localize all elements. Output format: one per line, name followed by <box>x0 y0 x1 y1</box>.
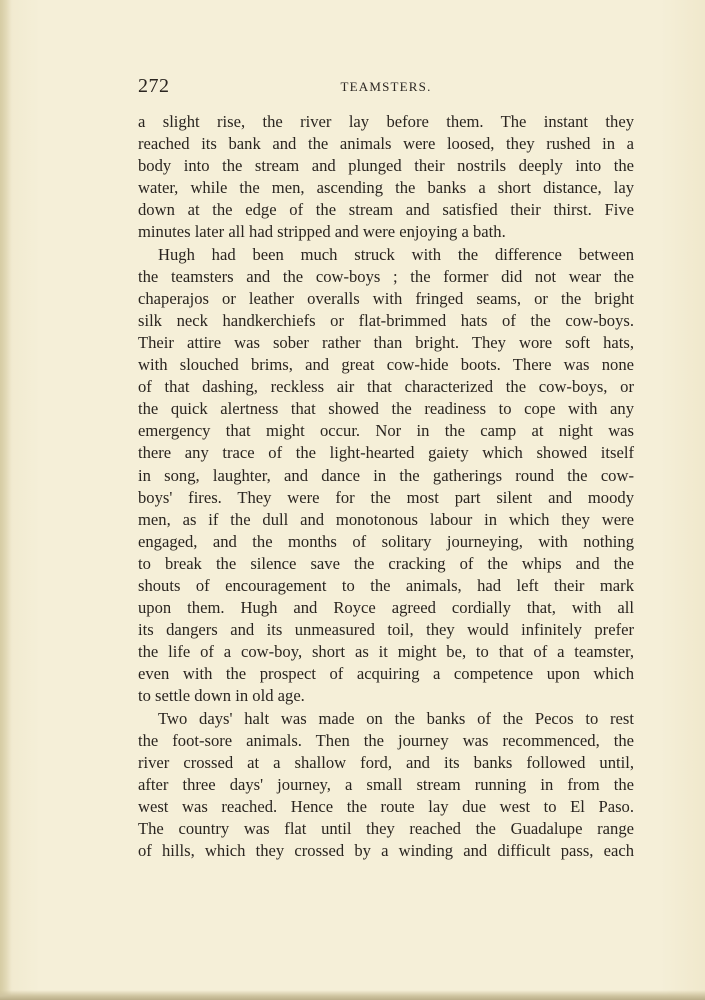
text-line: Hugh had been much struck with the difference between <box>158 244 634 264</box>
text-line: men, as if the dull and monotonous labour in which they were <box>138 509 634 529</box>
text-line: after three days' journey, a small stream running in from the <box>138 774 634 794</box>
text-line: silk neck handkerchiefs or flat-brimmed hats of the cow-boys. <box>138 310 634 330</box>
text-line: boys' fires. They were for the most part silent and moody <box>138 487 634 507</box>
page-bottom-edge <box>0 990 705 1000</box>
text-line: the teamsters and the cow-boys ; the former did not wear the <box>138 266 634 286</box>
page-number: 272 <box>138 75 170 97</box>
running-head <box>138 76 634 96</box>
text-line: chaperajos or leather overalls with fringed seams, or the bright <box>138 288 634 308</box>
running-title: TEAMSTERS. <box>340 79 432 94</box>
text-line: The country was flat until they reached the Guadalupe range <box>138 819 634 838</box>
text-line: river crossed at a shallow ford, and its banks followed until, <box>138 752 634 772</box>
text-line: a slight rise, the river lay before them. The instant they <box>138 112 634 131</box>
text-line: in song, laughter, and dance in the gatherings round the cow- <box>138 465 634 485</box>
text-line: to break the silence save the cracking of the whips and the <box>138 553 634 573</box>
text-line: body into the stream and plunged their nostrils deeply into the <box>138 156 634 176</box>
text-line: down at the edge of the stream and satisfied their thirst. Five <box>138 200 634 220</box>
text-line: west was reached. Hence the route lay due west to El Paso. <box>138 796 634 816</box>
text-line: emergency that might occur. Nor in the camp at night was <box>138 421 634 441</box>
text-line: even with the prospect of acquiring a competence upon which <box>138 664 634 684</box>
text-line: reached its bank and the animals were loosed, they rushed in a <box>138 134 634 154</box>
text-line: the quick alertness that showed the readiness to cope with any <box>138 399 634 419</box>
text-line: its dangers and its unmeasured toil, they would infinitely prefer <box>138 620 634 640</box>
body-text <box>138 111 634 862</box>
text-line: the foot-sore animals. Then the journey was recommenced, the <box>138 730 634 750</box>
text-line: there any trace of the light-hearted gaiety which showed itself <box>138 443 634 463</box>
text-line: upon them. Hugh and Royce agreed cordially that, with all <box>138 598 634 618</box>
text-line: engaged, and the months of solitary journeying, with nothing <box>138 531 634 551</box>
text-line: minutes later all had stripped and were enjoying a bath. <box>138 222 506 242</box>
text-line: the life of a cow-boy, short as it might be, to that of a teamster, <box>138 642 634 662</box>
text-line: Two days' halt was made on the banks of the Pecos to rest <box>158 708 634 728</box>
text-line: water, while the men, ascending the banks a short distance, lay <box>138 178 634 198</box>
page-spine-shadow <box>0 0 12 1000</box>
text-line: shouts of encouragement to the animals, had left their mark <box>138 575 634 595</box>
text-line: Their attire was sober rather than bright. They wore soft hats, <box>138 332 634 352</box>
text-line: of hills, which they crossed by a winding and difficult pass, each <box>138 841 634 861</box>
text-line: with slouched brims, and great cow-hide boots. There was none <box>138 355 634 375</box>
text-line: of that dashing, reckless air that characterized the cow-boys, or <box>138 377 634 397</box>
text-line: to settle down in old age. <box>138 686 305 706</box>
